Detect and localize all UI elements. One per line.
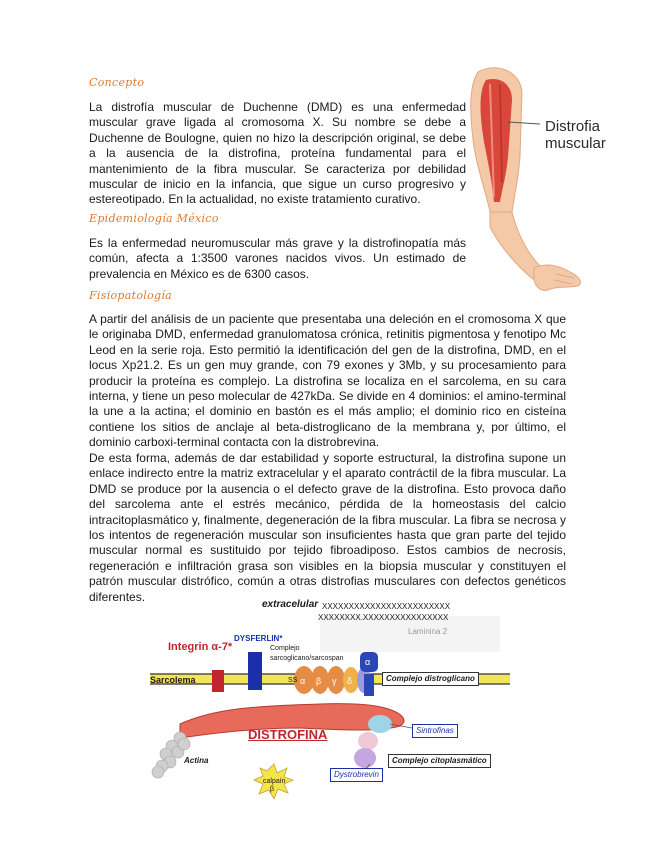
heading-epidemiologia: Epidemiología México — [89, 212, 219, 225]
heading-concepto: Concepto — [89, 76, 145, 89]
label-extracelular: extracelular — [262, 599, 319, 610]
label-alpha2: α — [365, 657, 371, 667]
label-gamma: γ — [332, 676, 337, 686]
arm-caption: Distrofia muscular — [545, 118, 606, 152]
integrin-shape — [212, 670, 224, 692]
label-distrofina: DISTROFINA — [248, 727, 328, 742]
label-calpain-sub: β — [270, 786, 275, 793]
label-beta: β — [316, 676, 322, 686]
label-actina: Actina — [184, 756, 209, 765]
label-dystrobrevin: Dystrobrevin — [330, 768, 383, 782]
label-laminina: Laminina 2 — [408, 627, 448, 636]
concepto-paragraph: La distrofía muscular de Duchenne (DMD) es una enfermedad muscular grave ligada al cromosoma X. Su nombre se debe a Duchenne de Boulogne, quien no hizo la descripción original, se debe a la ausencia de la distrofina, proteína fundamental para el mantenimiento de la fibra muscular. Se caracteriza por debilidad muscular de inicio en la infancia, que sigue un curso progresivo y estereotipado. En la actualidad, no existe tratamiento curativo. — [89, 100, 466, 207]
arm-muscle-illustration — [460, 62, 640, 297]
label-sarcolema: Sarcolema — [150, 675, 196, 685]
dystrophin-complex-diagram — [150, 596, 510, 816]
label-dysferlin: DYSFERLIN* — [234, 634, 283, 643]
label-complejo-sarco: Complejo sarcoglicano/sarcospan — [270, 645, 344, 662]
diagram-drawing — [150, 596, 510, 816]
fisiopatologia-paragraph-1: A partir del análisis de un paciente que presentaba una deleción en el cromosoma X que le originaba DMD, enfermedad granulomatosa crónica, retinitis pigmentosa y fenotipo Mc Leod en la serie roja. Esto permitió la identificación del gen de la distrofina, DMD, en el locus Xp21.2. Es un gen muy grande, con 79 exones y 3Mb, y su procesamiento para producir la proteína es complejo. La distrofina se localiza en el sarcolema, en su cara interna, y tiene un peso molecular de 427kDa. Se divide en 4 dominios: el amino-terminal la une a la actina; el dominio en bastón es el más amplio; el dominio rico en cisteína contiene los sitios de anclaje al beta-distroglicano de la membrana y, por último, el dominio carboxi-terminal contacta con la distrobrevina. — [89, 312, 566, 450]
fisiopatologia-paragraph-2: De esta forma, además de dar estabilidad y soporte estructural, la distrofina supone un enlace indirecto entre la matriz extracelular y el aparato contráctil de la fibra muscular. La DMD se produce por la ausencia o el defecto grave de la distrofina. Esto provoca daño del sarcolema ante el estrés mecánico, pérdida de la homeostasis del calcio intracitoplasmático y, finalmente, degeneración de la fibra muscular. La fibra se necrosa y los intentos de regeneración muscular son insuficientes hasta que gran parte del tejido muscular normal es sustituido por tejido fibroadiposo. Estos cambios de necrosis, regeneración e infiltración grasa son visibles en la biopsia muscular y constituyen el patrón muscular distrófico, común a otras distrofias musculares con defectos genéticos diferentes. — [89, 451, 566, 604]
label-delta: δ — [347, 676, 353, 686]
epidemiologia-paragraph: Es la enfermedad neuromuscular más grave y la distrofinopatía más común, afecta a 1:3500 varones nacidos vivos. Un estimado de prevalencia en México es de 6300 casos. — [89, 236, 466, 281]
label-calpain: calpaín — [263, 778, 286, 785]
label-complejo-distroglicano: Complejo distroglicano — [382, 672, 479, 686]
label-complejo-citoplasmatico: Complejo citoplasmático — [388, 754, 491, 768]
label-ss: SS — [288, 677, 298, 684]
label-integrin: Integrin α-7* — [168, 641, 233, 653]
label-xrow1: XXXXXXXXXXXXXXXXXXXXXXXX — [322, 602, 451, 611]
arm-drawing — [460, 62, 640, 297]
dysferlin-shape — [248, 652, 262, 690]
label-alpha: α — [300, 676, 306, 686]
label-sintrofinas: Sintrofinas — [412, 724, 458, 738]
heading-fisiopatologia: Fisiopatología — [89, 289, 173, 302]
label-xrow2: XXXXXXXX.XXXXXXXXXXXXXXXX — [318, 613, 449, 622]
